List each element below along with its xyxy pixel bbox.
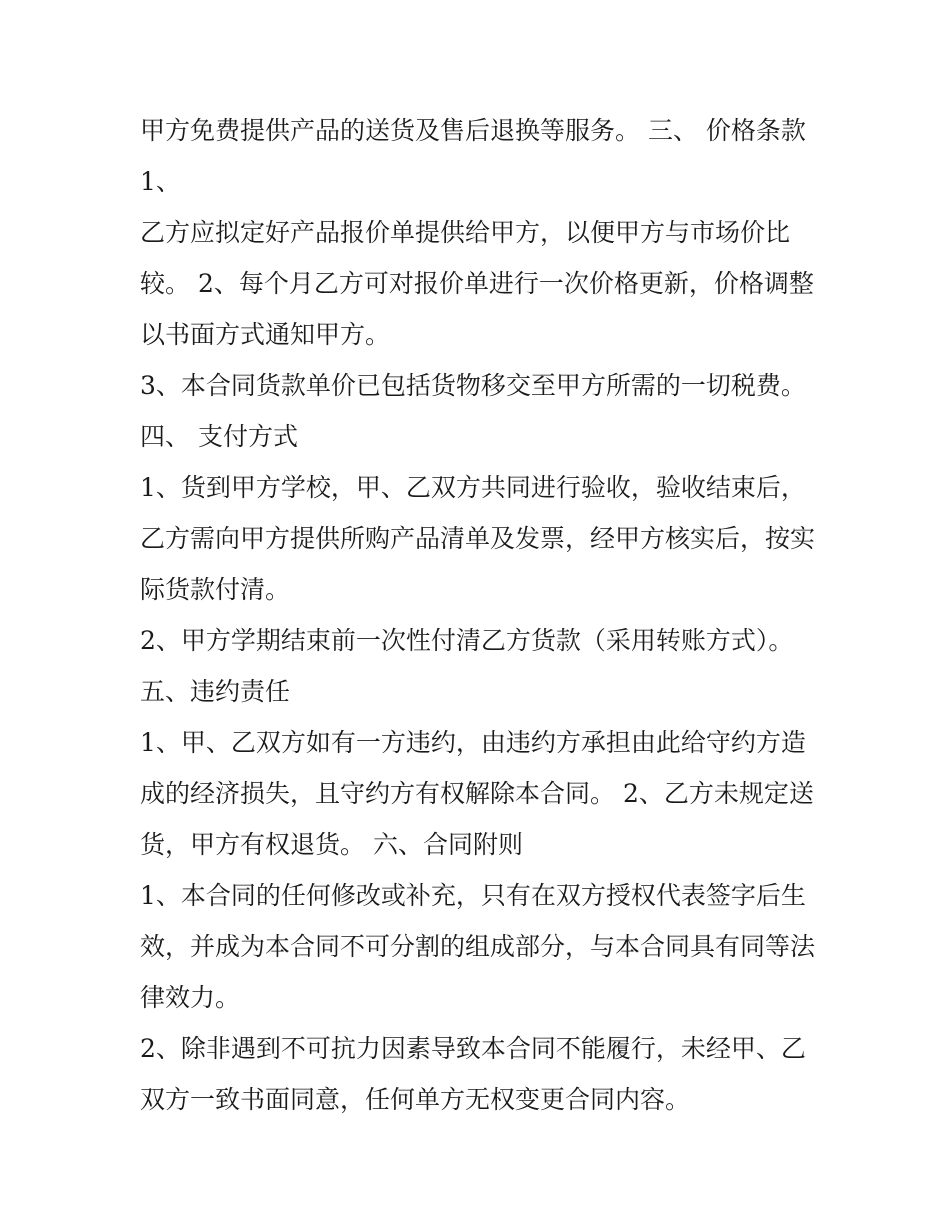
text-line: 较。 2、每个月乙方可对报价单进行一次价格更新，价格调整: [140, 269, 814, 298]
text-line: 际货款付清。: [140, 575, 291, 604]
text-line: 效，并成为本合同不可分割的组成部分，与本合同具有同等法: [140, 932, 816, 961]
text-line: 1、货到甲方学校，甲、乙双方共同进行验收，验收结束后，: [140, 473, 806, 502]
text-line: 甲方免费提供产品的送货及售后退换等服务。 三、 价格条款: [140, 116, 806, 145]
text-line: 2、除非遇到不可抗力因素导致本合同不能履行，未经甲、乙: [140, 1034, 806, 1063]
text-line: 1、本合同的任何修改或补充，只有在双方授权代表签字后生: [140, 881, 806, 910]
text-line: 律效力。: [140, 983, 241, 1012]
section-heading: 五、违约责任: [140, 677, 291, 706]
text-line: 以书面方式通知甲方。: [140, 320, 391, 349]
text-line: 乙方应拟定好产品报价单提供给甲方，以便甲方与市场价比: [140, 218, 791, 247]
text-line: 双方一致书面同意，任何单方无权变更合同内容。: [140, 1085, 691, 1114]
text-line: 成的经济损失，且守约方有权解除本合同。 2、乙方未规定送: [140, 779, 814, 808]
contract-text: [140, 105, 840, 1125]
text-line: 货，甲方有权退货。 六、合同附则: [140, 830, 523, 859]
text-line: 3、本合同货款单价已包括货物移交至甲方所需的一切税费。: [140, 371, 806, 400]
text-line: 2、甲方学期结束前一次性付清乙方货款（采用转账方式）。: [140, 626, 794, 655]
text-line: 乙方需向甲方提供所购产品清单及发票，经甲方核实后，按实: [140, 524, 816, 553]
text-line: 1、: [140, 167, 181, 196]
text-line: 1、甲、乙双方如有一方违约，由违约方承担由此给守约方造: [140, 728, 806, 757]
section-heading: 四、 支付方式: [140, 422, 298, 451]
